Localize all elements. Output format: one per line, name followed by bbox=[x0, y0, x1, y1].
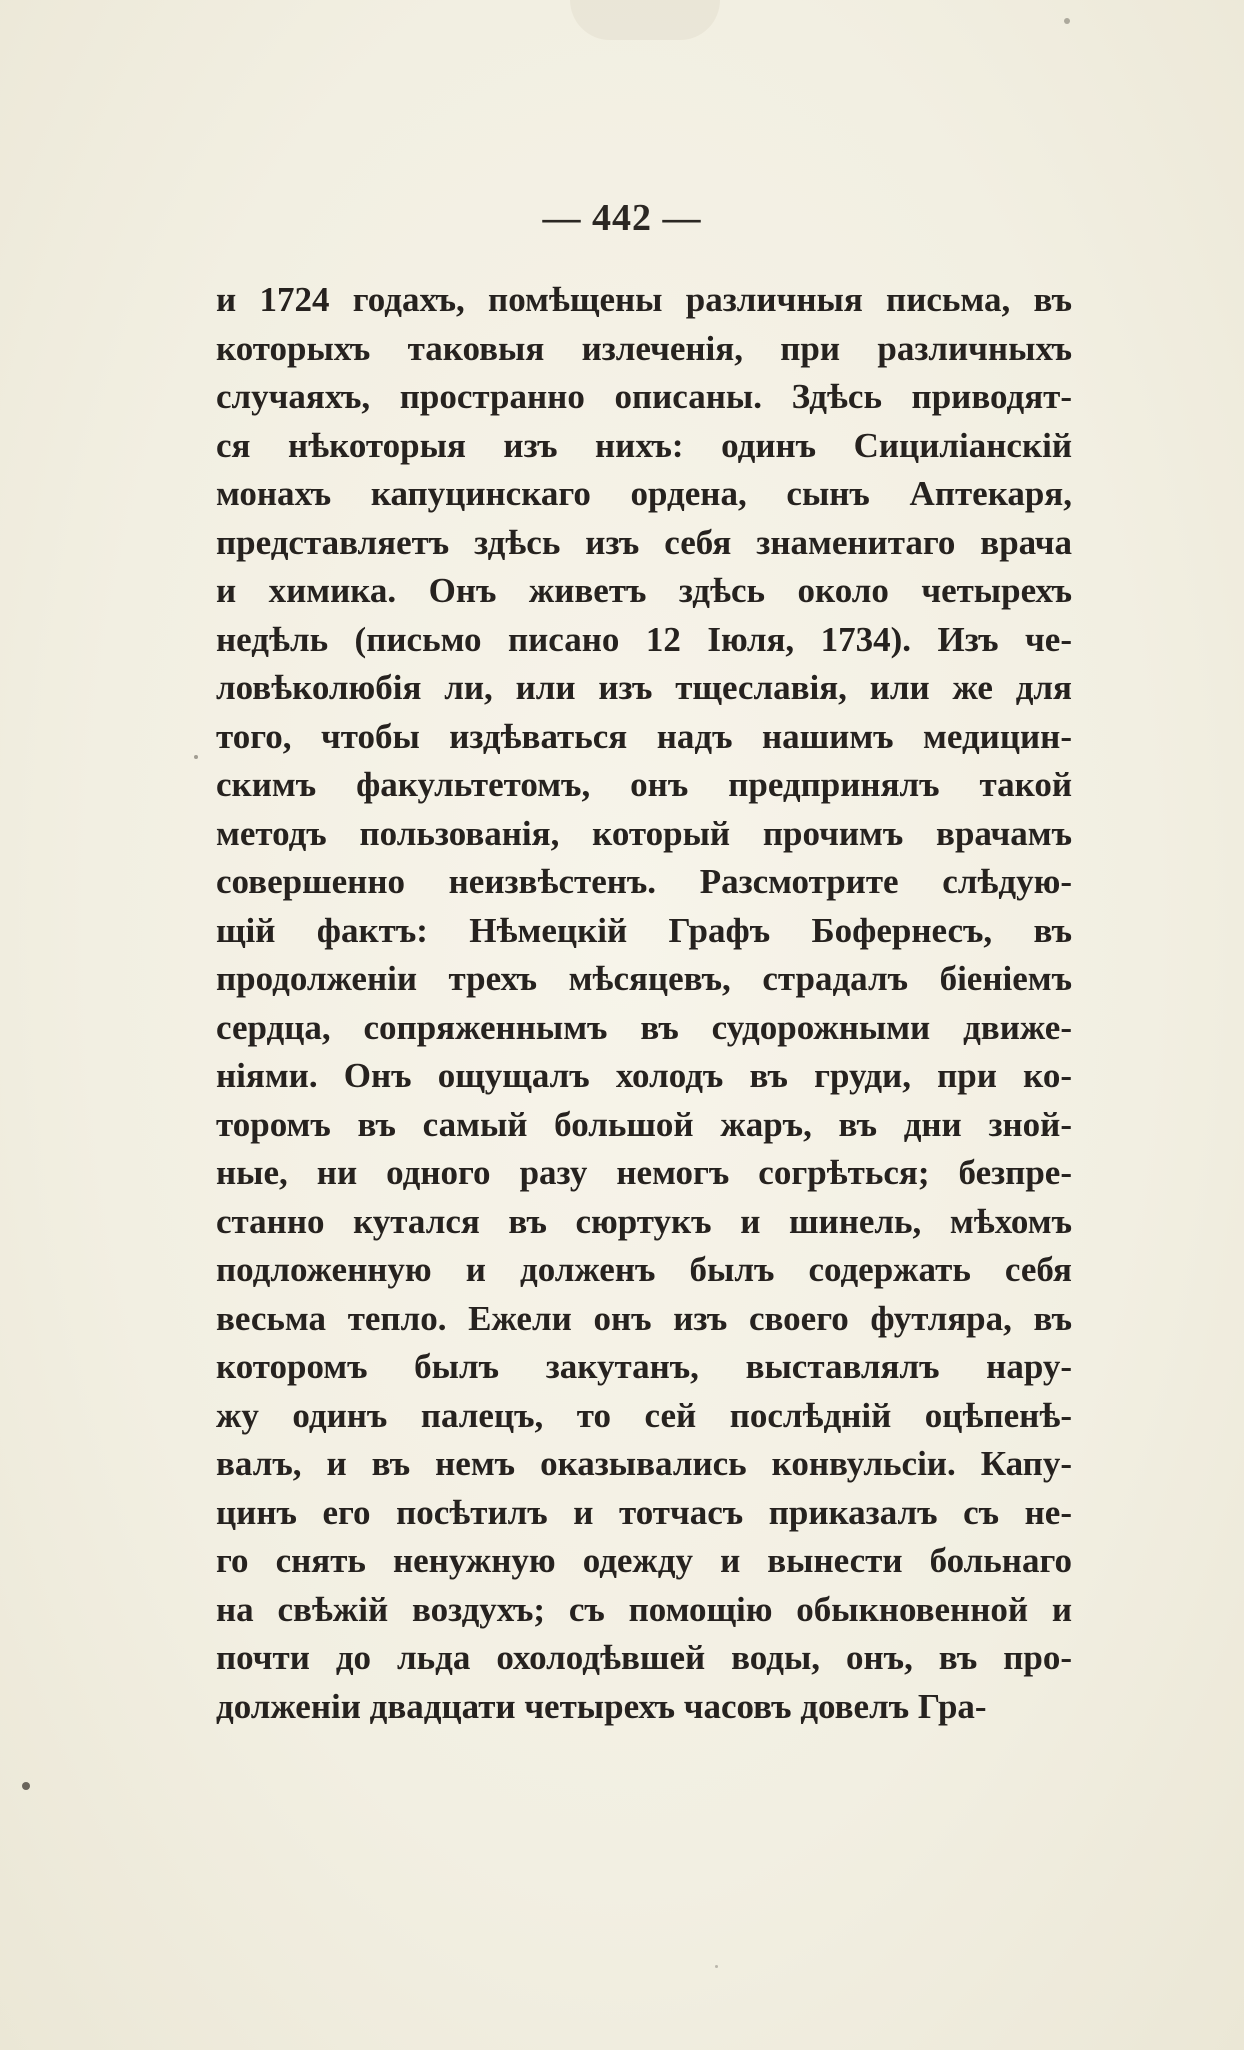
text-line: го снять ненужную одежду и вынести больнаго bbox=[216, 1541, 1072, 1580]
text-line: которомъ былъ закутанъ, выставлялъ нару- bbox=[216, 1347, 1072, 1386]
text-line: методъ пользованія, который прочимъ врачамъ bbox=[216, 813, 1072, 853]
text-line: ся нѣкоторыя изъ нихъ: одинъ Сициліанскій bbox=[216, 425, 1072, 465]
text-line: продолженіи трехъ мѣсяцевъ, страдалъ біеніемъ bbox=[216, 959, 1072, 998]
text-line: и 1724 годахъ, помѣщены различныя письма, въ bbox=[216, 280, 1072, 319]
text-line: ловѣколюбія ли, или изъ тщеславія, или же для bbox=[216, 668, 1072, 707]
text-line: ные, ни одного разу немогъ согрѣться; безпре- bbox=[216, 1153, 1072, 1192]
text-line: весьма тепло. Ежели онъ изъ своего футляра, въ bbox=[216, 1298, 1072, 1338]
text-line: станно кутался въ сюртукъ и шинель, мѣхомъ bbox=[216, 1201, 1072, 1241]
ink-speck bbox=[22, 1782, 30, 1790]
text-line: подложенную и долженъ былъ содержать себя bbox=[216, 1250, 1072, 1289]
text-line: и химика. Онъ живетъ здѣсь около четырехъ bbox=[216, 571, 1072, 610]
ink-speck bbox=[194, 755, 198, 759]
text-line: долженіи двадцати четырехъ часовъ довелъ Гра- bbox=[216, 1686, 987, 1726]
text-line: жу одинъ палецъ, то сей послѣдній оцѣпенѣ- bbox=[216, 1395, 1072, 1435]
ink-speck bbox=[715, 1965, 718, 1968]
text-line: которыхъ таковыя излеченія, при различныхъ bbox=[216, 328, 1072, 368]
text-line: скимъ факультетомъ, онъ предпринялъ такой bbox=[216, 765, 1072, 804]
text-line: валъ, и въ немъ оказывались конвульсіи. Капу- bbox=[216, 1444, 1072, 1483]
text-line: ніями. Онъ ощущалъ холодъ въ груди, при ко- bbox=[216, 1056, 1072, 1095]
body-text bbox=[216, 276, 1072, 1731]
text-line: совершенно неизвѣстенъ. Разсмотрите слѣдую- bbox=[216, 862, 1072, 901]
text-line: щій фактъ: Нѣмецкій Графъ Бофернесъ, въ bbox=[216, 910, 1072, 950]
text-line: случаяхъ, пространно описаны. Здѣсь приводят- bbox=[216, 377, 1072, 416]
text-line: цинъ его посѣтилъ и тотчасъ приказалъ съ не- bbox=[216, 1492, 1072, 1532]
text-line: почти до льда охолодѣвшей воды, онъ, въ про- bbox=[216, 1638, 1072, 1677]
text-line: торомъ въ самый большой жаръ, въ дни зной- bbox=[216, 1104, 1072, 1144]
text-line: монахъ капуцинскаго ордена, сынъ Аптекаря, bbox=[216, 474, 1072, 513]
page-number: — 442 — bbox=[542, 197, 702, 239]
text-line: на свѣжій воздухъ; съ помощію обыкновенной и bbox=[216, 1589, 1072, 1629]
text-line: сердца, сопряженнымъ въ судорожными движе- bbox=[216, 1007, 1072, 1047]
ink-speck bbox=[1064, 18, 1070, 24]
paper-stain bbox=[570, 0, 720, 40]
text-line: того, чтобы издѣваться надъ нашимъ медицин- bbox=[216, 716, 1072, 756]
text-line: представляетъ здѣсь изъ себя знаменитаго врача bbox=[216, 522, 1072, 562]
text-line: недѣль (письмо писано 12 Іюля, 1734). Изъ че- bbox=[216, 619, 1072, 659]
